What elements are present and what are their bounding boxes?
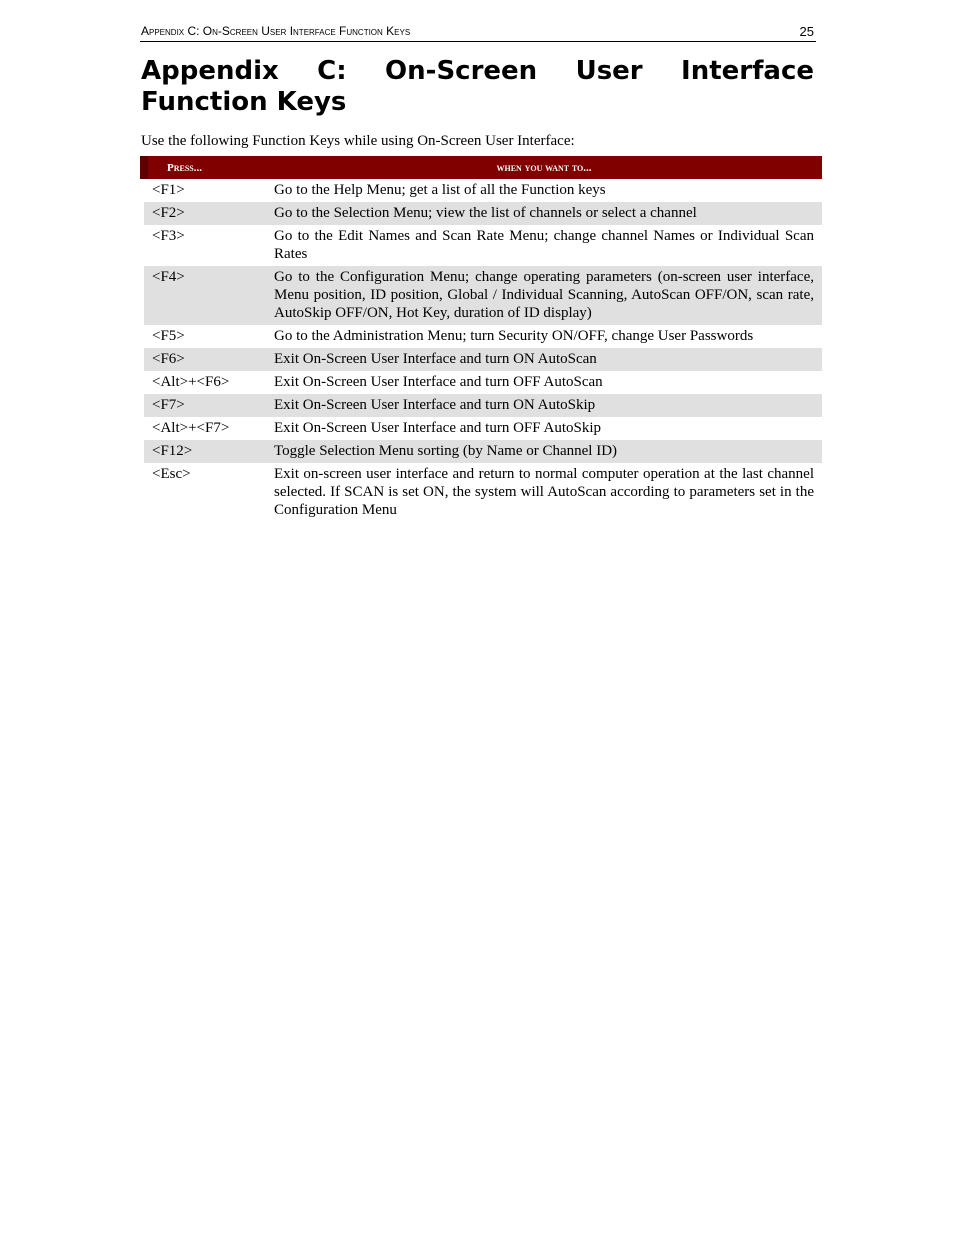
key-cell: <F6> bbox=[144, 348, 266, 371]
key-cell: <Alt>+<F6> bbox=[152, 374, 230, 390]
action-cell: Go to the Edit Names and Scan Rate Menu; change channel Names or Individual Scan Rates bbox=[274, 228, 814, 262]
table-row bbox=[144, 202, 822, 225]
key-cell: <F5> bbox=[152, 328, 185, 344]
action-cell: Go to the Help Menu; get a list of all the Function keys bbox=[274, 182, 606, 198]
key-cell: <F1> bbox=[152, 182, 185, 198]
action-cell: Exit On-Screen User Interface and turn OFF AutoSkip bbox=[274, 420, 602, 436]
key-cell: <F2> bbox=[144, 202, 266, 225]
table-row bbox=[144, 266, 822, 325]
key-cell: <F7> bbox=[144, 394, 266, 417]
key-cell: <Esc> bbox=[152, 466, 191, 482]
table-row bbox=[144, 325, 822, 348]
key-cell: <F12> bbox=[144, 440, 266, 463]
action-cell: Exit on-screen user interface and return to normal computer operation at the last channel selected. If SCAN is set ON, the system will AutoScan according to parameters set in the Configuration Menu bbox=[274, 466, 814, 518]
page-number: 25 bbox=[799, 24, 814, 39]
table-row bbox=[144, 417, 822, 440]
key-cell: <Alt>+<F7> bbox=[152, 420, 230, 436]
table-row bbox=[144, 394, 822, 417]
table-row bbox=[144, 463, 822, 522]
action-cell: Go to the Configuration Menu; change operating parameters (on-screen user interface, Menu position, ID position, Global / Individual Scanning, AutoScan OFF/ON, scan rate, AutoSkip OFF/ON, Hot Key, duration of ID display) bbox=[266, 266, 822, 325]
action-cell: Toggle Selection Menu sorting (by Name or Channel ID) bbox=[266, 440, 822, 463]
action-cell: Exit On-Screen User Interface and turn ON AutoScan bbox=[266, 348, 822, 371]
table-row bbox=[144, 371, 822, 394]
page-title: Appendix C: On-Screen User Interface Function Keys bbox=[141, 56, 814, 117]
table-row bbox=[144, 440, 822, 463]
column-header-action: when you want to... bbox=[266, 156, 822, 179]
intro-paragraph: Use the following Function Keys while using On-Screen User Interface: bbox=[141, 133, 575, 149]
column-header-press: Press... bbox=[144, 156, 266, 179]
running-header-title: Appendix C: On-Screen User Interface Function Keys bbox=[141, 24, 411, 38]
action-cell: Exit On-Screen User Interface and turn OFF AutoScan bbox=[274, 374, 603, 390]
table-row bbox=[144, 348, 822, 371]
key-cell: <F4> bbox=[144, 266, 266, 325]
table-row bbox=[144, 179, 822, 202]
action-cell: Go to the Selection Menu; view the list of channels or select a channel bbox=[266, 202, 822, 225]
table-header-row bbox=[144, 156, 822, 179]
function-keys-table bbox=[140, 156, 822, 522]
action-cell: Exit On-Screen User Interface and turn ON AutoSkip bbox=[266, 394, 822, 417]
running-header bbox=[140, 23, 816, 42]
key-cell: <F3> bbox=[152, 228, 185, 244]
action-cell: Go to the Administration Menu; turn Security ON/OFF, change User Passwords bbox=[274, 328, 754, 344]
table-row bbox=[144, 225, 822, 266]
